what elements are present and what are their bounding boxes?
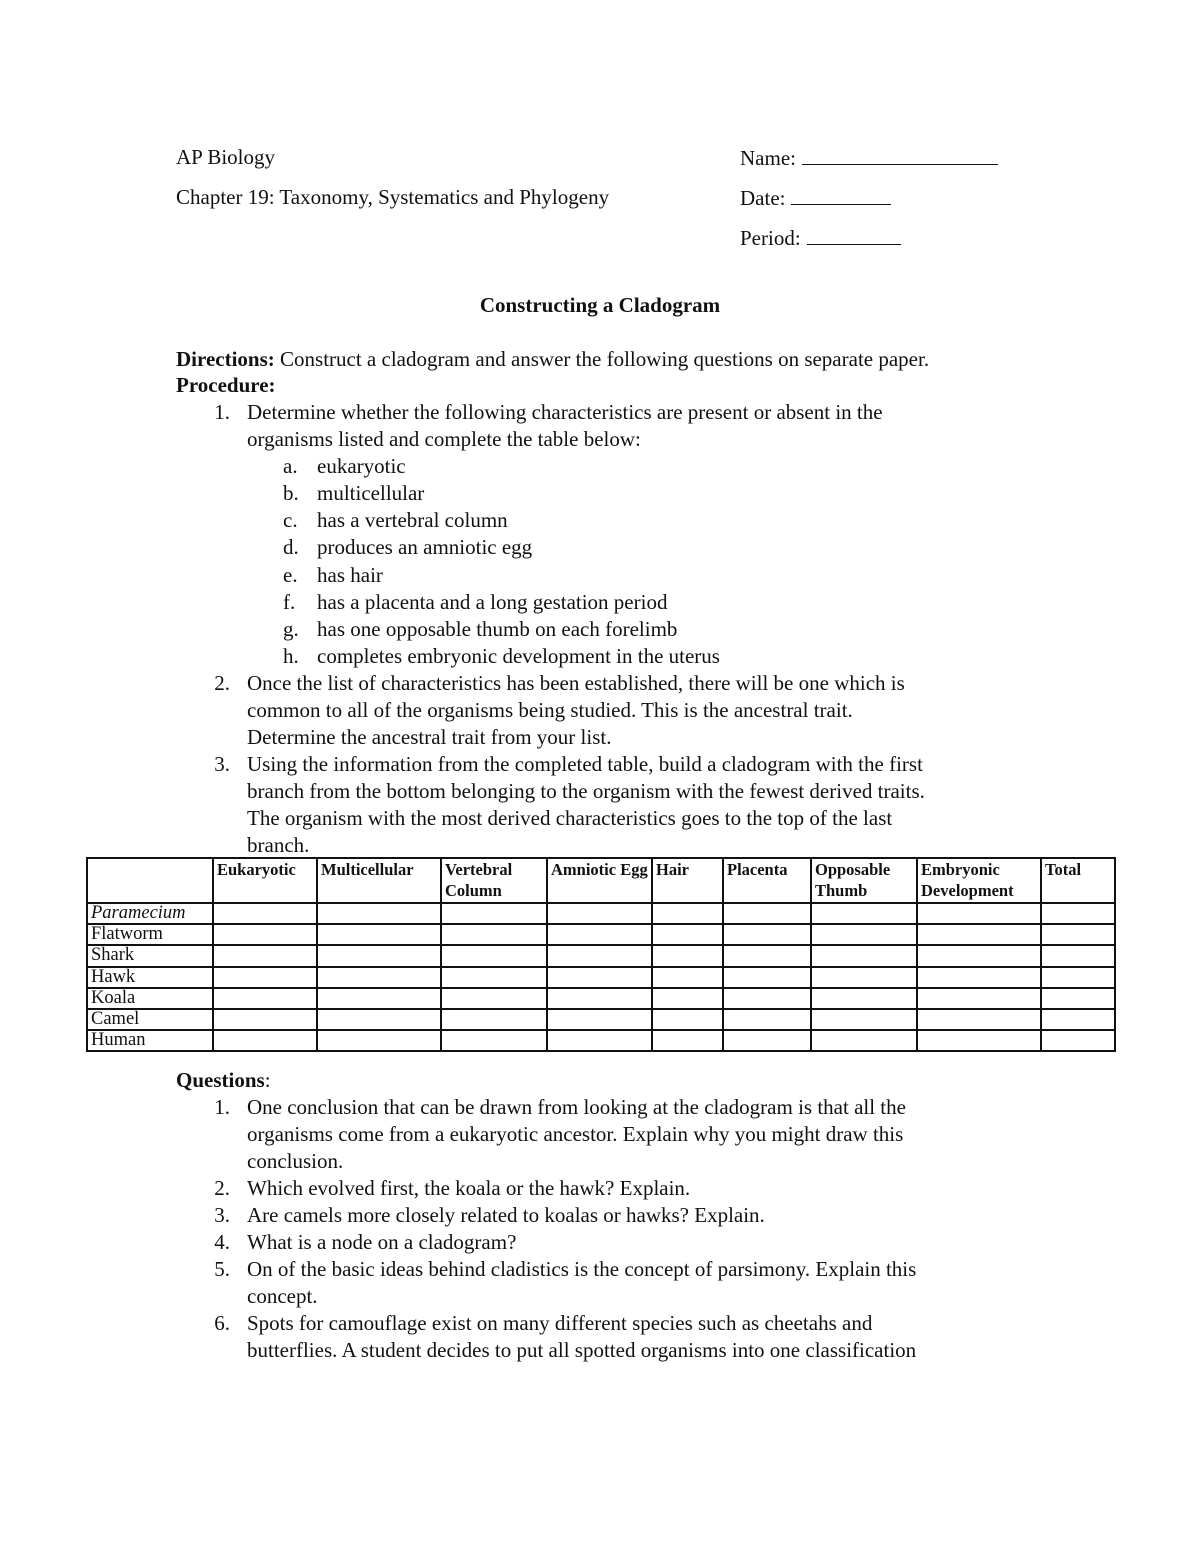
questions-label: Questions xyxy=(176,1068,265,1092)
table-cell[interactable] xyxy=(917,924,1041,945)
date-field[interactable] xyxy=(740,184,891,211)
table-cell[interactable] xyxy=(547,1009,652,1030)
table-cell[interactable] xyxy=(652,903,723,924)
table-cell[interactable] xyxy=(317,988,441,1009)
column-header: Vertebral Column xyxy=(441,858,547,903)
table-cell[interactable] xyxy=(811,924,917,945)
table-cell[interactable] xyxy=(213,903,317,924)
table-cell[interactable] xyxy=(917,1030,1041,1051)
questions-colon: : xyxy=(264,1068,271,1092)
step-number: 1. xyxy=(214,400,230,424)
directions xyxy=(176,346,929,372)
period-blank[interactable] xyxy=(807,224,901,245)
table-cell[interactable] xyxy=(317,945,441,966)
table-cell[interactable] xyxy=(317,903,441,924)
table-cell[interactable] xyxy=(441,988,547,1009)
organism-name: Shark xyxy=(87,945,213,966)
organism-name: Paramecium xyxy=(87,903,213,924)
table-cell[interactable] xyxy=(547,988,652,1009)
table-cell[interactable] xyxy=(213,967,317,988)
period-field[interactable] xyxy=(740,224,901,251)
table-cell[interactable] xyxy=(917,967,1041,988)
name-field[interactable] xyxy=(740,144,998,171)
sub-item: produces an amniotic egg xyxy=(317,535,533,559)
table-row xyxy=(87,988,1115,1009)
table-cell[interactable] xyxy=(811,945,917,966)
question-text: butterflies. A student decides to put all spotted organisms into one classification xyxy=(247,1338,917,1362)
table-cell[interactable] xyxy=(811,967,917,988)
table-cell[interactable] xyxy=(317,1030,441,1051)
organism-name: Flatworm xyxy=(87,924,213,945)
table-cell[interactable] xyxy=(441,903,547,924)
table-cell[interactable] xyxy=(723,1030,811,1051)
step-number: 3. xyxy=(214,752,230,776)
sub-letter: a. xyxy=(283,454,298,478)
table-cell[interactable] xyxy=(213,988,317,1009)
table-cell[interactable] xyxy=(811,988,917,1009)
question-number: 2. xyxy=(214,1176,230,1200)
organism-name: Human xyxy=(87,1030,213,1051)
table-cell[interactable] xyxy=(441,1009,547,1030)
table-cell[interactable] xyxy=(652,988,723,1009)
name-label: Name: xyxy=(740,146,796,170)
table-cell[interactable] xyxy=(811,1030,917,1051)
table-cell[interactable] xyxy=(1041,924,1115,945)
table-cell[interactable] xyxy=(213,1030,317,1051)
column-header: Opposable Thumb xyxy=(811,858,917,903)
table-cell[interactable] xyxy=(213,924,317,945)
column-header xyxy=(87,858,213,903)
traits-table xyxy=(86,857,1116,1052)
step-text: The organism with the most derived characteristics goes to the top of the last xyxy=(247,806,893,830)
question-number: 5. xyxy=(214,1257,230,1281)
table-cell[interactable] xyxy=(652,1009,723,1030)
table-cell[interactable] xyxy=(917,945,1041,966)
period-label: Period: xyxy=(740,226,801,250)
question-text: On of the basic ideas behind cladistics is the concept of parsimony. Explain this xyxy=(247,1257,917,1281)
table-row xyxy=(87,1009,1115,1030)
table-cell[interactable] xyxy=(317,924,441,945)
questions-heading xyxy=(176,1067,271,1093)
table-cell[interactable] xyxy=(213,1009,317,1030)
sub-letter: c. xyxy=(283,508,298,532)
question-text: One conclusion that can be drawn from looking at the cladogram is that all the xyxy=(247,1095,906,1119)
sub-letter: f. xyxy=(283,590,296,614)
step-text: branch. xyxy=(247,833,310,857)
table-cell[interactable] xyxy=(811,1009,917,1030)
sub-item: eukaryotic xyxy=(317,454,406,478)
step-text: branch from the bottom belonging to the organism with the fewest derived traits. xyxy=(247,779,925,803)
column-header: Multicellular xyxy=(317,858,441,903)
table-cell[interactable] xyxy=(811,903,917,924)
question-number: 4. xyxy=(214,1230,230,1254)
date-label: Date: xyxy=(740,186,786,210)
question-text: organisms come from a eukaryotic ancestor. Explain why you might draw this xyxy=(247,1122,904,1146)
directions-text: Construct a cladogram and answer the following questions on separate paper. xyxy=(274,347,930,371)
table-cell[interactable] xyxy=(1041,1030,1115,1051)
table-cell[interactable] xyxy=(1041,945,1115,966)
table-row xyxy=(87,967,1115,988)
name-blank[interactable] xyxy=(802,144,998,165)
question-text: Are camels more closely related to koalas or hawks? Explain. xyxy=(247,1203,765,1227)
column-header: Amniotic Egg xyxy=(547,858,652,903)
table-cell[interactable] xyxy=(723,924,811,945)
directions-label: Directions: xyxy=(176,347,275,371)
table-cell[interactable] xyxy=(1041,967,1115,988)
sub-letter: d. xyxy=(283,535,299,559)
table-header-row xyxy=(87,858,1115,903)
table-cell[interactable] xyxy=(723,1009,811,1030)
organism-name: Hawk xyxy=(87,967,213,988)
column-header: Embryonic Development xyxy=(917,858,1041,903)
table-cell[interactable] xyxy=(917,1009,1041,1030)
step-text: organisms listed and complete the table below: xyxy=(247,427,641,451)
step-text: Using the information from the completed table, build a cladogram with the first xyxy=(247,752,923,776)
table-cell[interactable] xyxy=(547,945,652,966)
table-cell[interactable] xyxy=(917,903,1041,924)
table-row xyxy=(87,1030,1115,1051)
table-cell[interactable] xyxy=(652,967,723,988)
table-cell[interactable] xyxy=(1041,1009,1115,1030)
sub-letter: g. xyxy=(283,617,299,641)
table-row xyxy=(87,945,1115,966)
table-cell[interactable] xyxy=(547,1030,652,1051)
question-number: 1. xyxy=(214,1095,230,1119)
sub-item: multicellular xyxy=(317,481,425,505)
table-row xyxy=(87,924,1115,945)
sub-item: has hair xyxy=(317,563,383,587)
sub-item: has one opposable thumb on each forelimb xyxy=(317,617,678,641)
table-cell[interactable] xyxy=(317,967,441,988)
chapter-title: Chapter 19: Taxonomy, Systematics and Phylogeny xyxy=(176,185,610,209)
organism-name: Camel xyxy=(87,1009,213,1030)
sub-item: completes embryonic development in the uterus xyxy=(317,644,720,668)
table-cell[interactable] xyxy=(317,1009,441,1030)
table-cell[interactable] xyxy=(1041,988,1115,1009)
table-cell[interactable] xyxy=(723,988,811,1009)
course-title: AP Biology xyxy=(176,145,275,169)
column-header: Placenta xyxy=(723,858,811,903)
sub-letter: e. xyxy=(283,563,298,587)
question-text: Which evolved first, the koala or the hawk? Explain. xyxy=(247,1176,691,1200)
table-cell[interactable] xyxy=(652,924,723,945)
step-text: Determine the ancestral trait from your list. xyxy=(247,725,612,749)
organism-name: Koala xyxy=(87,988,213,1009)
table-cell[interactable] xyxy=(723,967,811,988)
table-cell[interactable] xyxy=(547,924,652,945)
question-text: concept. xyxy=(247,1284,318,1308)
question-text: What is a node on a cladogram? xyxy=(247,1230,517,1254)
sub-item: has a vertebral column xyxy=(317,508,508,532)
column-header: Hair xyxy=(652,858,723,903)
table-cell[interactable] xyxy=(441,967,547,988)
table-cell[interactable] xyxy=(652,945,723,966)
page-title: Constructing a Cladogram xyxy=(479,293,721,317)
sub-letter: h. xyxy=(283,644,299,668)
procedure-label: Procedure: xyxy=(176,373,276,397)
question-number: 3. xyxy=(214,1203,230,1227)
table-cell[interactable] xyxy=(213,945,317,966)
step-text: common to all of the organisms being studied. This is the ancestral trait. xyxy=(247,698,853,722)
table-cell[interactable] xyxy=(547,967,652,988)
date-blank[interactable] xyxy=(791,184,891,205)
table-cell[interactable] xyxy=(917,988,1041,1009)
question-text: Spots for camouflage exist on many different species such as cheetahs and xyxy=(247,1311,873,1335)
step-text: Once the list of characteristics has been established, there will be one which is xyxy=(247,671,905,695)
table-cell[interactable] xyxy=(441,1030,547,1051)
table-cell[interactable] xyxy=(723,903,811,924)
table-cell[interactable] xyxy=(441,924,547,945)
table-cell[interactable] xyxy=(547,903,652,924)
sub-letter: b. xyxy=(283,481,299,505)
step-text: Determine whether the following characteristics are present or absent in the xyxy=(247,400,883,424)
table-cell[interactable] xyxy=(723,945,811,966)
table-cell[interactable] xyxy=(441,945,547,966)
column-header: Total xyxy=(1041,858,1115,903)
table-cell[interactable] xyxy=(652,1030,723,1051)
question-number: 6. xyxy=(214,1311,230,1335)
step-number: 2. xyxy=(214,671,230,695)
column-header: Eukaryotic xyxy=(213,858,317,903)
sub-item: has a placenta and a long gestation period xyxy=(317,590,668,614)
table-row xyxy=(87,903,1115,924)
question-text: conclusion. xyxy=(247,1149,344,1173)
table-cell[interactable] xyxy=(1041,903,1115,924)
